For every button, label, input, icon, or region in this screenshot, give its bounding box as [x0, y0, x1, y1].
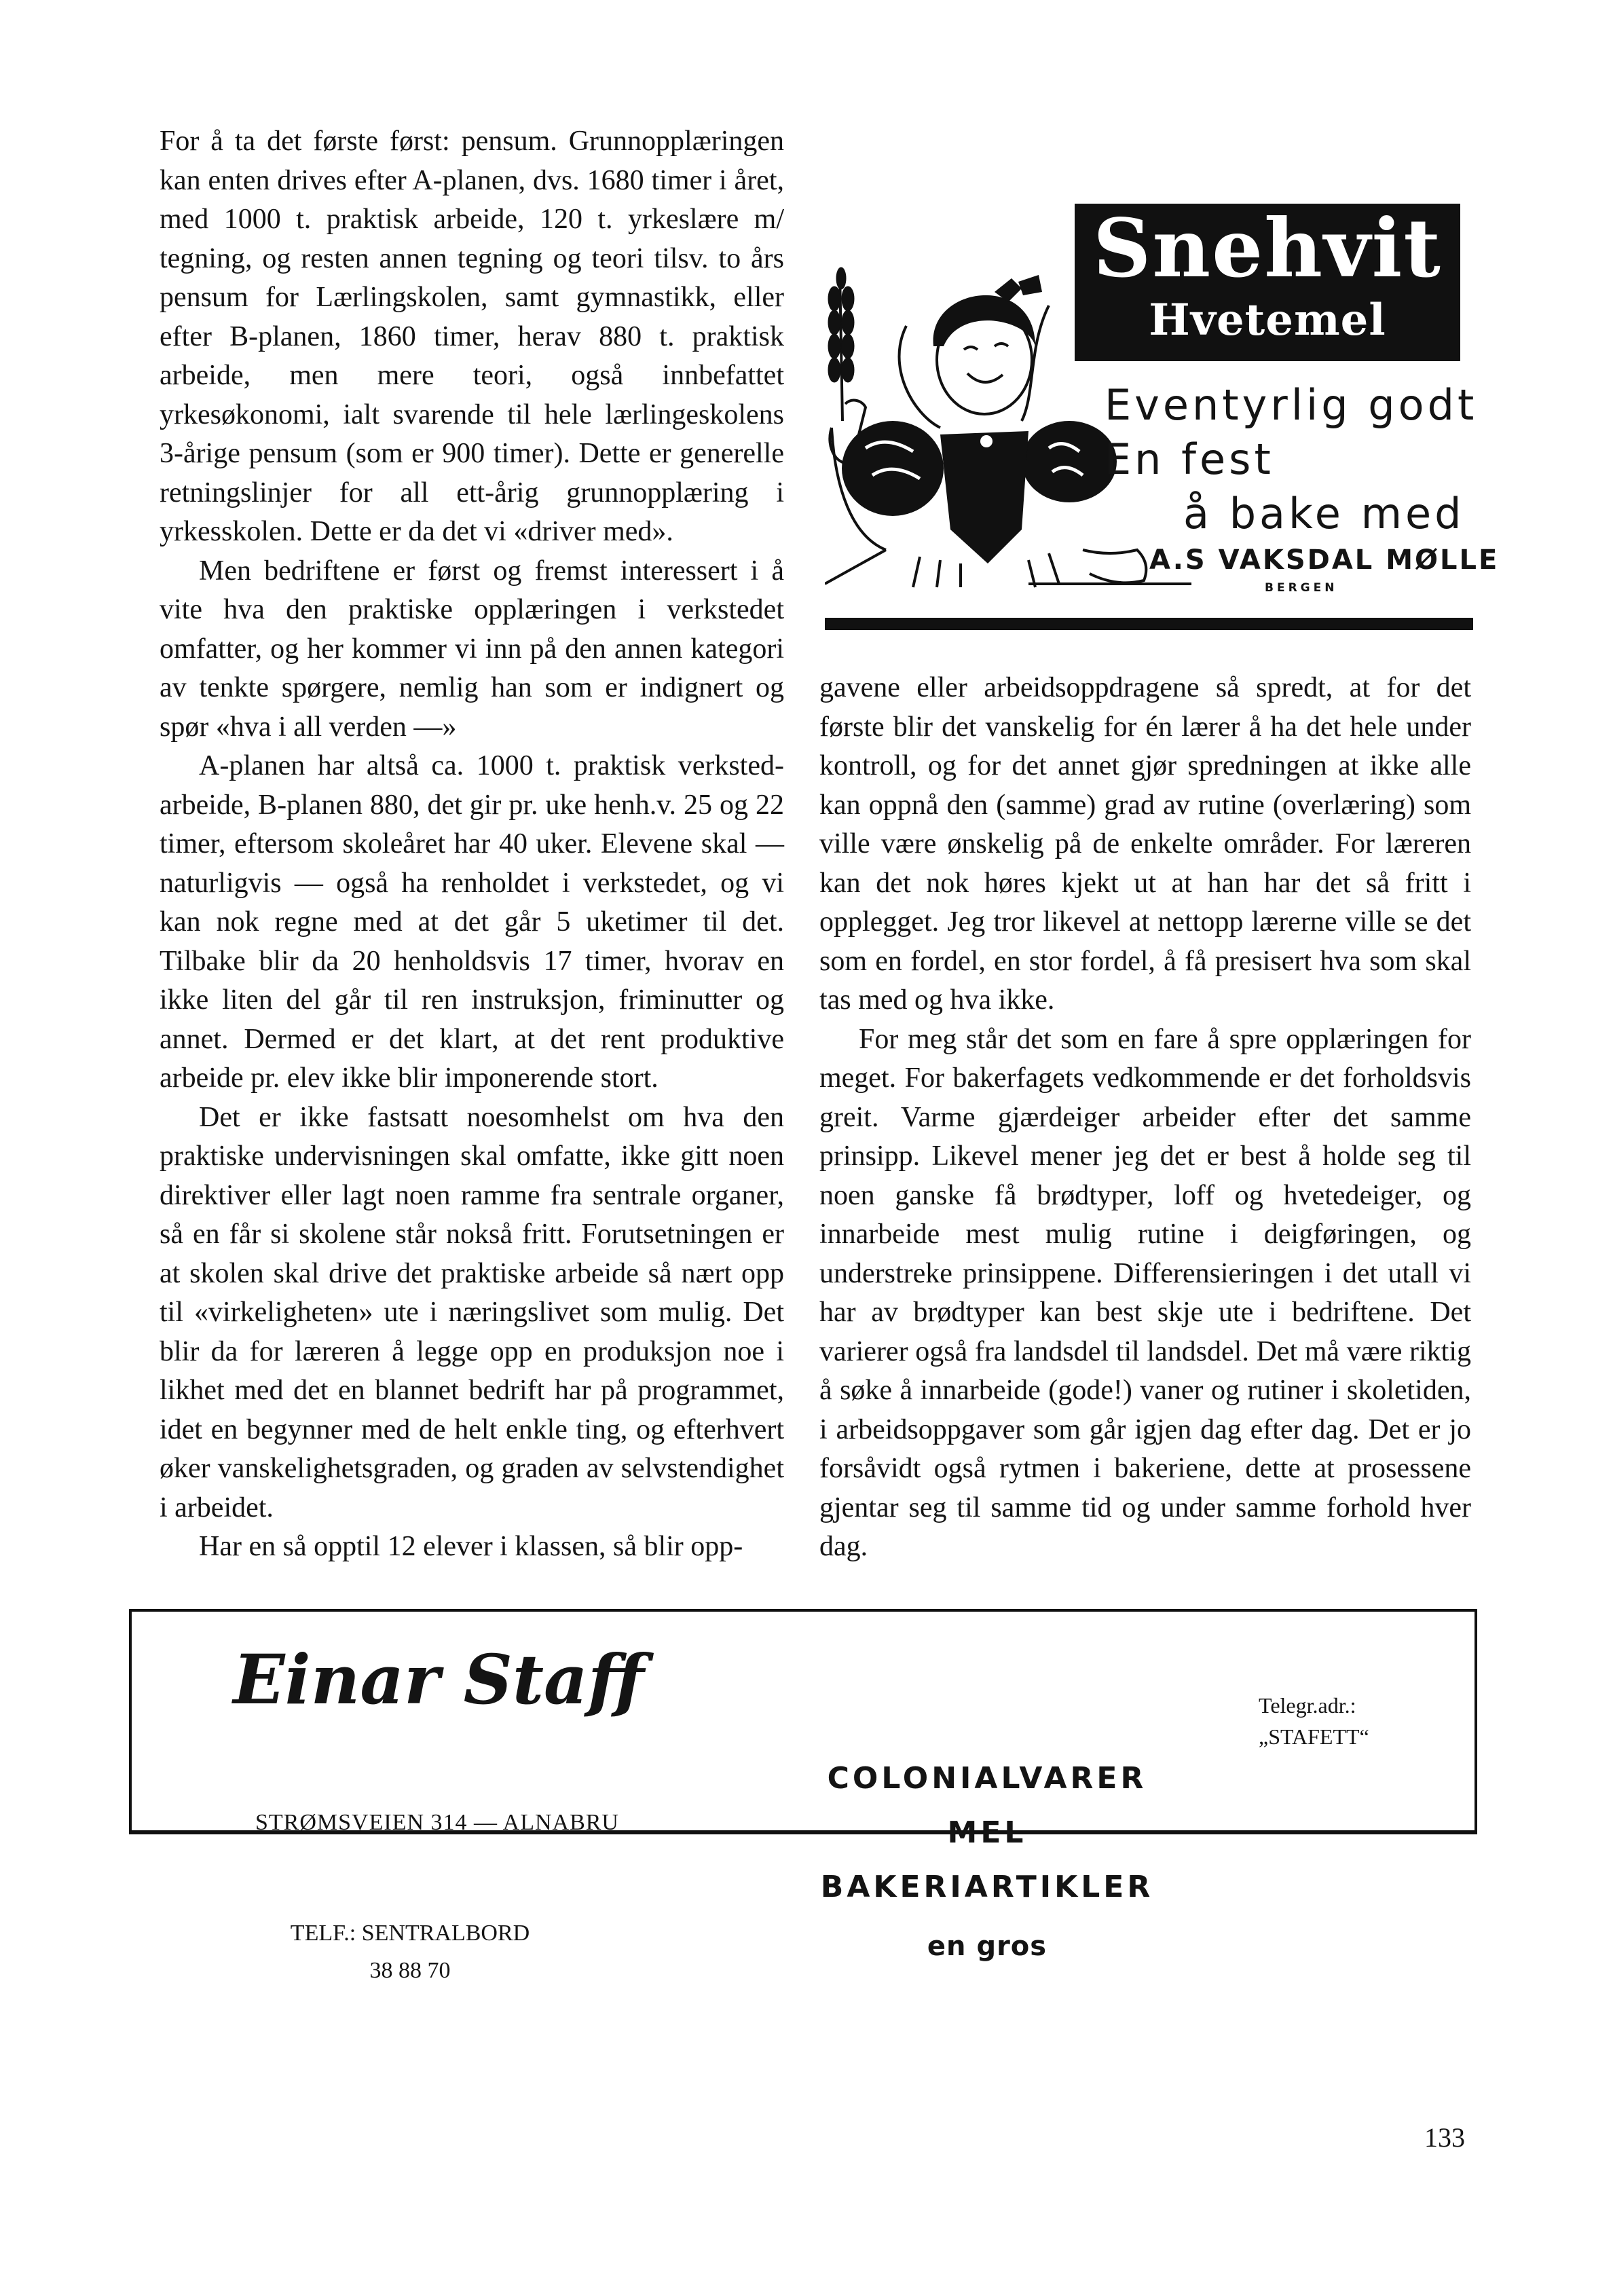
paragraph: Det er ikke fastsatt noesomhelst om hva den praktiske undervisningen skal omfatte, ikke gitt noen direktiver eller lagt noen ramme fra sentrale organer, så en får si skolene står nokså fritt. Forutsetningen er at skolen skal drive det praktiske arbeide så nært opp til «virkeligheten» ute i næringslivet som mulig. Det blir da for læreren å legge opp en produksjon noe i likhet med det en blannet bedrift har på programmet, idet en begynner med de helt enkle ting, og efterhvert øker vanskelighetsgraden, og graden av selvstendighet i arbeidet.	[160, 1101, 784, 1523]
divider-bar	[825, 618, 1473, 630]
article-left-column	[160, 122, 784, 1567]
paragraph: For å ta det første først: pensum. Grunnopplæringen kan enten drives efter A-planen, dvs. 1680 timer i året, med 1000 t. praktisk arbeide, 120 t. yrkeslære m/ tegning, og resten annen tegning og teori tilsv. to års pensum for Lærlingskolen, samt gymnastikk, eller efter B-planen, 1860 timer, herav 880 t. praktisk arbeide, men mere teori, også innbefattet yrkesøkonomi, ialt svarende til hele lærlingeskolens 3-årige pensum (som er 900 timer). Dette er generelle retningslinjer for all ett-årig grunnopplæring i yrkesskolen. Dette er da det vi «driver med».	[160, 126, 784, 547]
snehvit-advertisement	[825, 201, 1500, 638]
telegram-label: Telegr.adr.:	[1259, 1693, 1356, 1718]
brand-name: Snehvit	[1093, 201, 1442, 295]
telegram-address	[1259, 1690, 1369, 1752]
company-logo-name: Einar Staff	[233, 1640, 644, 1720]
article-right-column	[819, 669, 1471, 1567]
phone-number: 38 88 70	[369, 1958, 451, 1983]
phone-label: TELF.: SENTRALBORD	[290, 1921, 530, 1946]
paragraph: Men bedriftene er først og fremst interessert i å vite hva den praktiske opplæringen i verkstedet omfatter, og her kommer vi inn på den annen kategori av tenkte spørgere, nemlig han som er indignert og spør «hva i all verden —»	[160, 555, 784, 743]
paragraph: Har en så opptil 12 elever i klassen, så blir opp-	[199, 1531, 743, 1562]
einar-staff-advertisement	[129, 1609, 1477, 1983]
paragraph: A-planen har altså ca. 1000 t. praktisk verkstedarbeide, B-planen 880, det gir pr. uke henh.v. 25 og 22 timer, eftersom skoleåret har 40 uker. Elevene skal — naturligvis — også ha renholdet i verkstedet, og vi kan nok regne med at det går 5 uketimer til det. Tilbake blir da 20 henholdsvis 17 timer, hvorav en ikke liten del går til ren instruksjon, friminutter og annet. Dermed er det klart, at det rent produktive arbeide pr. elev ikke blir imponerende stort.	[160, 750, 784, 1094]
company-name: A.S VAKSDAL MØLLE	[1149, 544, 1500, 576]
product-name: Hvetemel	[1149, 295, 1386, 346]
slogan-line: å bake med	[1183, 489, 1465, 538]
company-city: BERGEN	[1265, 581, 1338, 595]
telegram-value: „STAFETT“	[1259, 1724, 1369, 1749]
goods-line: MEL	[947, 1815, 1027, 1850]
goods-line: COLONIALVARER	[827, 1761, 1147, 1796]
paragraph: For meg står det som en fare å spre opplæringen for meget. For bakerfagets vedkommende er det forholdsvis greit. Varme gjærdeiger arbeider efter det samme prinsipp. Likevel mener jeg det er best å holde seg til noen ganske få brødtyper, loff og hvetedeiger, og innarbeide mest mulig rutine i deigføringen, og understreke prinsippene. Differensieringen i det utall vi har av brødtyper kan best skje ute i bedriftene. Det varierer også fra landsdel til landsdel. Det må være riktig å søke å innarbeide (gode!) vaner og rutiner i skoletiden, i arbeidsoppgaver som går igjen dag efter dag. Det er jo forsåvidt også rytmen i bakeriene, dette at prosessene gjentar seg til samme tid og under samme forhold hver dag.	[819, 1023, 1471, 1562]
company-address: STRØMSVEIEN 314 — ALNABRU	[255, 1810, 619, 1835]
slogan-line: En fest	[1105, 434, 1274, 484]
goods-line: en gros	[927, 1931, 1047, 1962]
page-number: 133	[1424, 2122, 1465, 2153]
brand-banner	[1075, 201, 1460, 361]
slogan-line: Eventyrlig godt	[1105, 380, 1478, 430]
paragraph: gavene eller arbeidsoppdragene så spredt, at for det første blir det vanskelig for én lærer å ha det hele under kontroll, og for det annet gjør spredningen at ikke alle kan oppnå den (samme) grad av rutine (overlæring) som ville være ønskelig på de enkelte områder. For læreren kan det nok høres kjekt ut at han har det så fritt i opplegget. Jeg tror likevel at nettopp lærerne ville se det som en fordel, en stor fordel, å få presisert hva som skal tas med og hva ikke.	[819, 672, 1471, 1016]
goods-line: BAKERIARTIKLER	[820, 1870, 1154, 1904]
